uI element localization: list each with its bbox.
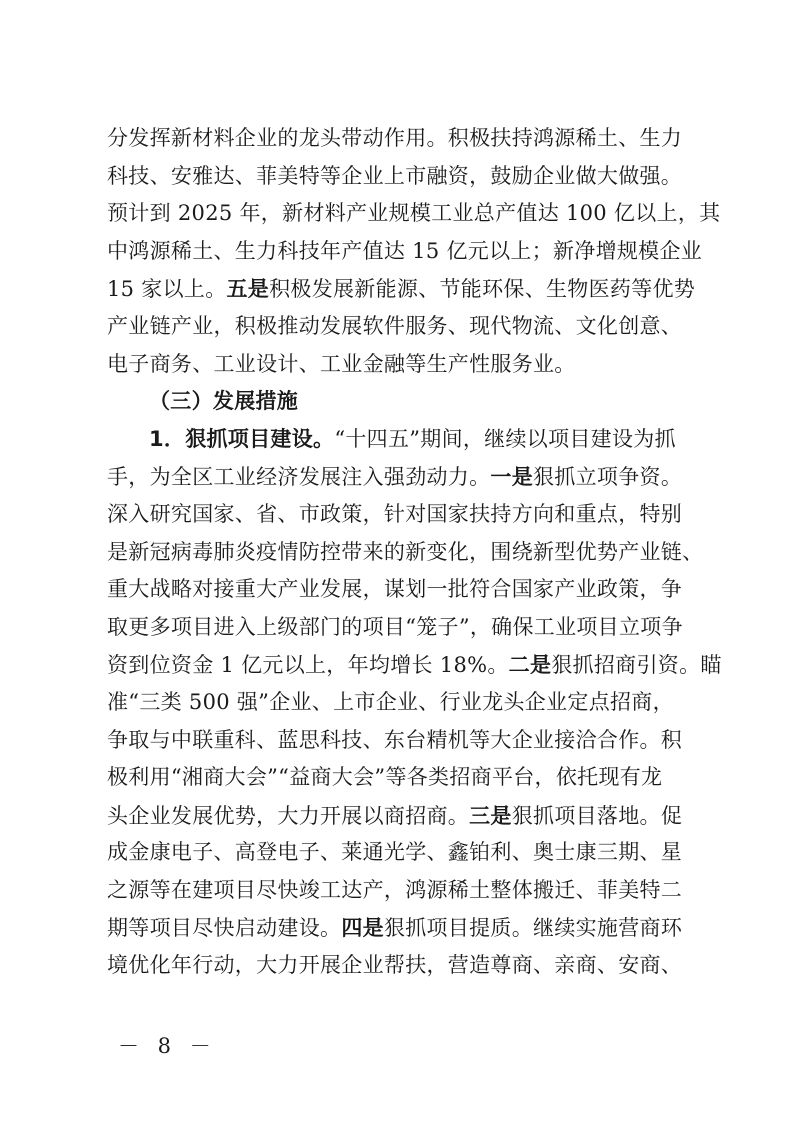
text-line: 之源等在建项目尽快竣工达产，鸿源稀土整体搬迁、菲美特二: [107, 877, 683, 902]
text-line: [107, 646, 722, 684]
text-line: 科技、安雅达、菲美特等企业上市融资，鼓励企业做大做强。: [107, 163, 683, 188]
text-line: [107, 797, 687, 835]
text-run: 资到位资金 1 亿元以上，年均增长 18%。: [107, 653, 509, 678]
text-line: [107, 909, 687, 947]
emphasis-text: 一是: [490, 464, 534, 490]
emphasis-text: 二是: [508, 652, 552, 678]
document-body: [107, 120, 722, 985]
text-line: 电子商务、工业设计、工业金融等生产性服务业。: [107, 351, 576, 376]
text-run: 手，为全区工业经济发展注入强劲动力。: [107, 465, 491, 490]
emphasis-text: 四是: [341, 915, 384, 941]
text-line: 争取与中联重科、蓝思科技、东台精机等大企业接洽合作。积: [107, 727, 683, 752]
text-run: 15 家以上。: [107, 277, 227, 302]
section-heading: （三）发展措施: [149, 389, 299, 414]
text-line: 准“三类 500 强”企业、上市企业、行业龙头企业定点招商，: [107, 689, 674, 714]
text-line: 产业链产业，积极推动发展软件服务、现代物流、文化创意、: [107, 313, 683, 338]
text-run: 狠抓项目提质。继续实施营商环: [383, 916, 683, 941]
text-run: 积极发展新能源、节能环保、生物医药等优势: [269, 277, 696, 302]
text-run: 狠抓项目落地。促: [511, 803, 683, 828]
text-line: [107, 421, 687, 459]
text-line: 成金康电子、高登电子、莱通光学、鑫铂利、奥士康三期、星: [107, 840, 683, 865]
text-line: 重大战略对接重大产业发展，谋划一批符合国家产业政策，争: [107, 577, 683, 602]
subsection-title: 1．狠抓项目建设。: [149, 426, 335, 451]
text-line: 深入研究国家、省、市政策，针对国家扶持方向和重点，特别: [107, 501, 683, 526]
page-number: － 8 －: [118, 1034, 217, 1058]
text-run: 狠抓立项争资。: [533, 465, 683, 490]
text-line: 境优化年行动，大力开展企业帮扶，营造尊商、亲商、安商、: [107, 953, 683, 978]
emphasis-text: 五是: [226, 276, 270, 302]
text-run: “十四五”期间，继续以项目建设为抓: [334, 426, 676, 451]
text-line: [107, 270, 696, 308]
text-run: 头企业发展优势，大力开展以商招商。: [107, 803, 470, 828]
text-line: 预计到 2025 年，新材料产业规模工业总产值达 100 亿以上，其: [107, 201, 721, 226]
text-line: 取更多项目进入上级部门的项目“笼子”，确保工业项目立项争: [107, 614, 683, 639]
text-line: 中鸿源稀土、生力科技年产值达 15 亿元以上；新净增规模企业: [107, 238, 703, 263]
text-line: [107, 458, 687, 496]
text-run: 期等项目尽快启动建设。: [107, 916, 342, 941]
text-line: 分发挥新材料企业的龙头带动作用。积极扶持鸿源稀土、生力: [107, 126, 683, 150]
text-line: 极利用“湘商大会”“益商大会”等各类招商平台，依托现有龙: [107, 765, 663, 790]
text-run: 狠抓招商引资。瞄: [551, 653, 722, 678]
text-line: 是新冠病毒肺炎疫情防控带来的新变化，围绕新型优势产业链、: [107, 539, 704, 564]
emphasis-text: 三是: [469, 802, 512, 828]
